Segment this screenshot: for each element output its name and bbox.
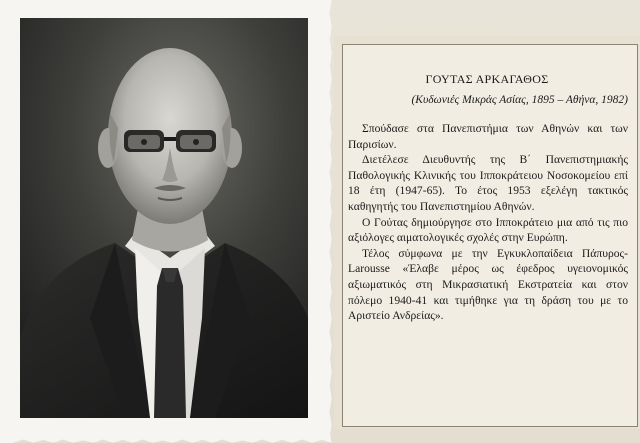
caption-subtitle: (Κυδωνιές Μικράς Ασίας, 1895 – Αθήνα, 1982) <box>411 94 628 106</box>
paragraph-director: Διετέλεσε Διευθυντής της Β΄ Πανεπιστημιακής Παθολογικής Κλινικής του Ιπποκράτειου Νοσοκομείου επί 18 έτη (1947-65). Το έτος 1953 εξελέγη τακτικός καθηγητής του Πανεπιστημίου Αθηνών. <box>348 153 628 213</box>
caption-title: ΓΟΥΤΑΣ ΑΡΚΑΓΑΘΟΣ <box>425 72 549 86</box>
paragraph-studies: Σπούδασε στα Πανεπιστήμια των Αθηνών και των Παρισίων. <box>348 122 628 151</box>
caption-body <box>348 121 628 324</box>
paragraph-encyclopedia: Τέλος σύμφωνα με την Εγκυκλοπαίδεια Πάπυρος-Larousse «Έλαβε μέρος ως έφεδρος υγειονομικός αξιωματικός στη Μικρασιατική Εκστρατεία και στον πόλεμο 1940-41 και τιμήθηκε για τη δράση του με το Αριστείο Ανδρείας». <box>348 246 628 323</box>
portrait-photo <box>20 18 308 418</box>
caption-panel <box>334 36 640 429</box>
paragraph-school: Ο Γούτας δημιούργησε στο Ιπποκράτειο μια από τις πιο αξιόλογες αιματολογικές σχολές στην Ευρώπη. <box>348 215 628 245</box>
